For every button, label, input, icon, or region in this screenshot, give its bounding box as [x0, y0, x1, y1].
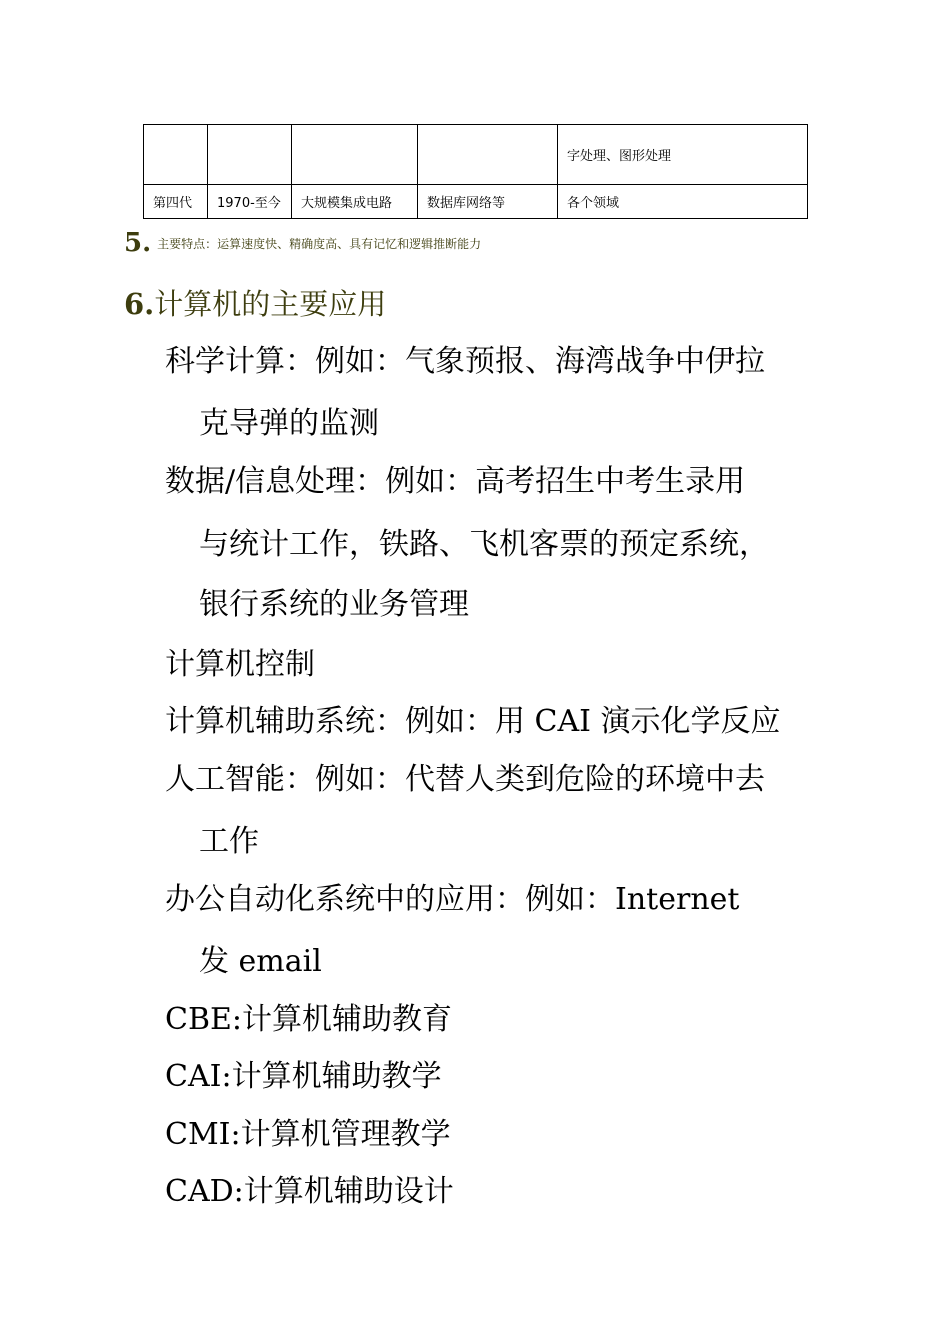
table-row [144, 125, 808, 185]
body-line: 发 email [199, 944, 322, 979]
section-6-heading [124, 282, 386, 323]
section-5-heading [124, 228, 481, 264]
section-6-title: 计算机的主要应用 [154, 287, 387, 321]
body-line: 科学计算：例如：气象预报、海湾战争中伊拉 [165, 344, 765, 379]
body-line: 克导弹的监测 [199, 406, 379, 441]
body-line: 工作 [199, 824, 259, 859]
table-cell [144, 125, 208, 185]
table-cell [292, 125, 418, 185]
body-line: 计算机控制 [165, 647, 315, 682]
table-cell: 大规模集成电路 [292, 185, 418, 219]
section-6-number: 6. [124, 287, 155, 321]
table-cell: 第四代 [144, 185, 208, 219]
table-cell [208, 125, 292, 185]
body-line: CAD:计算机辅助设计 [165, 1174, 454, 1209]
body-line: 数据/信息处理：例如：高考招生中考生录用 [165, 464, 746, 499]
section-5-number: 5. [124, 228, 152, 258]
section-5-text: 主要特点：运算速度快、精确度高、具有记忆和逻辑推断能力 [157, 236, 482, 251]
body-line: 计算机辅助系统：例如：用 CAI 演示化学反应 [165, 704, 781, 739]
computer-generations-table [143, 124, 808, 219]
body-line: 与统计工作，铁路、飞机客票的预定系统， [199, 527, 769, 562]
body-line: 人工智能：例如：代替人类到危险的环境中去 [165, 762, 765, 797]
table-row [144, 185, 808, 219]
table-cell [418, 125, 558, 185]
table-cell: 字处理、图形处理 [558, 125, 808, 185]
table-cell: 各个领域 [558, 185, 808, 219]
table-cell: 数据库网络等 [418, 185, 558, 219]
body-line: CAI:计算机辅助教学 [165, 1059, 442, 1094]
body-line: 办公自动化系统中的应用：例如：Internet [165, 882, 740, 917]
body-line: 银行系统的业务管理 [199, 587, 469, 622]
body-line: CMI:计算机管理教学 [165, 1117, 451, 1152]
body-line: CBE:计算机辅助教育 [165, 1002, 453, 1037]
table-cell: 1970-至今 [208, 185, 292, 219]
